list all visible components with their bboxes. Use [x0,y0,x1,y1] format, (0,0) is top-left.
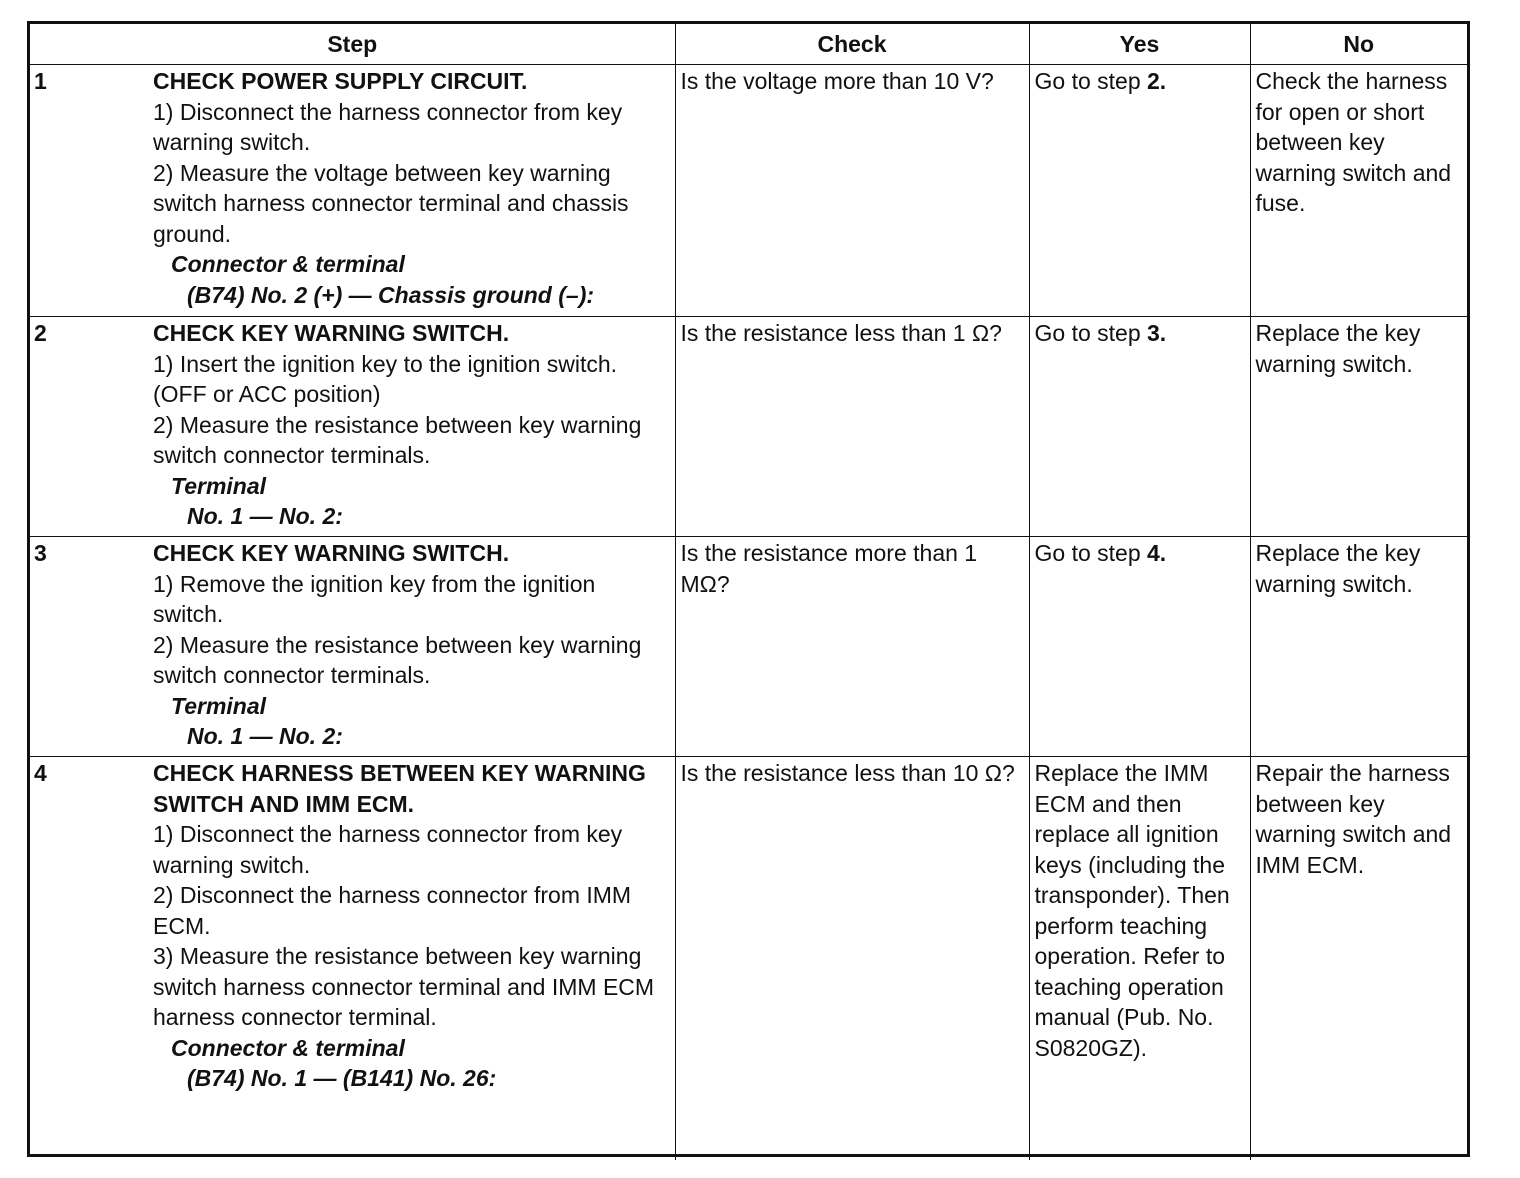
spec-label: Connector & terminal [171,251,405,277]
spec-value: (B74) No. 2 (+) — Chassis ground (–): [187,281,595,308]
yes-text: Replace the IMM ECM and then replace all ignition keys (including the transponder). Then perform teaching operation. Refer to teaching operation manual (Pub. No. S0820GZ). [1034,760,1230,1061]
no-cell: Replace the key warning switch. [1250,537,1467,757]
spec-value: (B74) No. 1 — (B141) No. 26: [187,1065,497,1091]
spec-value: No. 1 — No. 2: [187,723,343,749]
header-check: Check [675,24,1029,65]
check-cell: Is the voltage more than 10 V? [675,65,1029,317]
check-cell: Is the resistance less than 10 Ω? [675,757,1029,1161]
yes-cell [1029,537,1250,757]
yes-step-ref: 4. [1147,540,1167,566]
step-instruction: 2) Measure the resistance between key warning switch connector terminals. [153,631,642,688]
step-cell [30,537,675,757]
no-cell: Repair the harness between key warning switch and IMM ECM. [1250,757,1467,1161]
step-number: 3 [34,540,47,566]
header-no: No [1250,24,1467,65]
yes-step-ref: 3. [1147,320,1167,346]
step-number: 4 [34,760,47,786]
header-step: Step [30,24,675,65]
step-cell [30,757,675,1161]
check-cell: Is the resistance less than 1 Ω? [675,317,1029,537]
diagnostic-table-frame [27,21,1470,1157]
step-title: CHECK KEY WARNING SWITCH. [153,320,510,346]
step-title: CHECK HARNESS BETWEEN KEY WARNING SWITCH AND IMM ECM. [153,760,646,817]
step-instruction: 2) Measure the resistance between key warning switch connector terminals. [153,411,642,468]
yes-cell [1029,317,1250,537]
yes-cell [1029,757,1250,1161]
yes-text: Go to step [1034,68,1148,94]
spec-value: No. 1 — No. 2: [187,503,343,529]
step-instruction: 2) Measure the voltage between key warning switch harness connector terminal and chassis ground. [153,159,629,247]
spec-label: Terminal [171,472,267,499]
table-row [30,757,1467,1161]
table-row [30,537,1467,757]
diagnostic-table [30,24,1467,1160]
yes-cell [1029,65,1250,317]
step-instruction: 2) Disconnect the harness connector from IMM ECM. [153,882,632,939]
yes-text: Go to step [1034,320,1148,346]
spec-label: Terminal [171,692,267,719]
header-row [30,24,1467,65]
step-instruction: 1) Insert the ignition key to the ignition switch. (OFF or ACC position) [153,350,618,407]
step-number: 1 [34,68,47,94]
no-cell: Check the harness for open or short between key warning switch and fuse. [1250,65,1467,317]
step-number: 2 [34,320,47,346]
yes-text: Go to step [1034,540,1148,566]
step-instruction: 3) Measure the resistance between key warning switch harness connector terminal and IMM ECM harness connector terminal. [153,943,655,1030]
step-instruction: 1) Remove the ignition key from the ignition switch. [153,570,596,627]
header-yes: Yes [1029,24,1250,65]
step-cell [30,317,675,537]
table-row [30,317,1467,537]
no-cell: Replace the key warning switch. [1250,317,1467,537]
table-row [30,65,1467,317]
check-cell: Is the resistance more than 1 MΩ? [675,537,1029,757]
spec-label: Connector & terminal [171,1034,405,1061]
step-title: CHECK KEY WARNING SWITCH. [153,540,510,566]
step-instruction: 1) Disconnect the harness connector from key warning switch. [153,821,623,878]
step-instruction: 1) Disconnect the harness connector from key warning switch. [153,98,623,155]
yes-step-ref: 2. [1147,68,1167,94]
step-title: CHECK POWER SUPPLY CIRCUIT. [153,68,528,94]
step-cell [30,65,675,317]
